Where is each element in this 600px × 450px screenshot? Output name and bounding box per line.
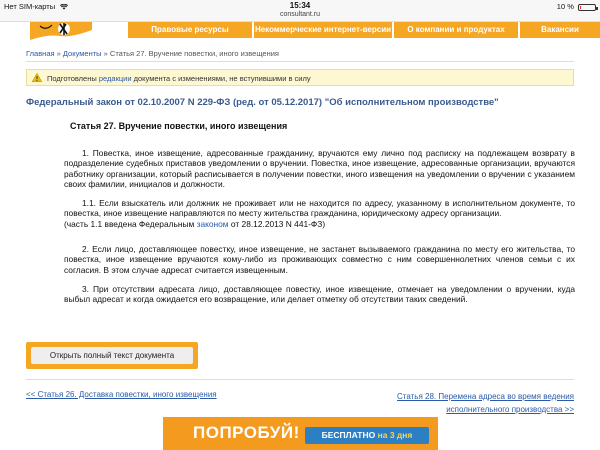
amendment-note-suffix: от 28.12.2013 N 441-ФЗ) bbox=[228, 218, 326, 229]
badge-free-text: БЕСПЛАТНО bbox=[321, 430, 376, 440]
next-link-line-1[interactable]: Статья 28. Перемена адреса во время ведения bbox=[397, 392, 574, 401]
notice-prefix: Подготовлены bbox=[47, 74, 99, 83]
amendment-note-prefix: (часть 1.1 введена Федеральным bbox=[64, 218, 197, 229]
warning-icon bbox=[32, 73, 42, 82]
notice-editions-link[interactable]: редакции bbox=[98, 74, 132, 83]
nav-vacancies[interactable]: Вакансии bbox=[520, 22, 600, 38]
divider bbox=[26, 379, 574, 380]
article-paragraph-1: 1. Повестка, иное извещение, адресованные гражданину, вручаются ему лично под расписку на подлежащем возврату в подразделение судебных приставов уведомлении о вручении. Повестка, иное извещение, адресованные организации, вручаются работнику организации, который расписывается в получении повестки, иного извещения на уведомлении о вручении с указанием своих фамилии, инициалов и должности. bbox=[64, 148, 575, 190]
article-paragraph-2: 2. Если лицо, доставляющее повестку, иное извещение, не застанет вызываемого гражданина по месту его жительства, то повестка, иное извещение вручаются кому-либо из проживающих совместно с ним совершеннолетних членов семьи с их согласия. В этом случае адресат считается извещенным. bbox=[64, 244, 575, 275]
notice-text bbox=[47, 71, 311, 86]
clock: 15:34 bbox=[289, 1, 311, 10]
article-title: Статья 27. Вручение повестки, иного извещения bbox=[70, 121, 288, 131]
previous-article-link[interactable]: << Статья 26. Доставка повестки, иного извещения bbox=[26, 390, 217, 399]
next-article-link[interactable] bbox=[354, 390, 574, 416]
open-full-text-frame bbox=[26, 342, 198, 369]
edition-notice bbox=[26, 69, 574, 86]
nav-noncommercial-versions[interactable]: Некоммерческие интернет-версии bbox=[254, 22, 392, 38]
nav-company-products[interactable]: О компании и продуктах bbox=[394, 22, 518, 38]
open-full-text-button[interactable]: Открыть полный текст документа bbox=[31, 347, 193, 364]
address-bar[interactable] bbox=[0, 11, 600, 22]
amendment-note bbox=[64, 219, 575, 229]
battery-icon bbox=[578, 4, 596, 11]
breadcrumb bbox=[26, 49, 279, 58]
site-logo[interactable] bbox=[30, 22, 92, 42]
breadcrumb-home[interactable]: Главная bbox=[26, 49, 55, 58]
breadcrumb-separator: » bbox=[101, 49, 110, 58]
badge-days-text: на 3 дня bbox=[375, 430, 413, 440]
battery-status bbox=[557, 2, 596, 11]
carrier-text: Нет SIM-карты bbox=[4, 2, 56, 11]
banner-headline: ПОПРОБУЙ! bbox=[193, 423, 300, 442]
url-text[interactable]: consultant.ru bbox=[279, 11, 321, 18]
next-link-line-2[interactable]: исполнительного производства >> bbox=[446, 405, 574, 414]
breadcrumb-separator: » bbox=[54, 49, 63, 58]
breadcrumb-documents[interactable]: Документы bbox=[62, 49, 102, 58]
battery-fill bbox=[580, 6, 581, 9]
nav-legal-resources[interactable]: Правовые ресурсы bbox=[128, 22, 252, 38]
law-title: Федеральный закон от 02.10.2007 N 229-ФЗ (ред. от 05.12.2017) "Об исполнительном производстве" bbox=[26, 97, 499, 108]
divider bbox=[26, 61, 574, 62]
banner-free-trial-badge[interactable] bbox=[305, 427, 429, 444]
paragraph-text: 1.1. Если взыскатель или должник не проживает или не находится по адресу, указанному в исполнительном документе, то повестка, иное извещение направляются по месту жительства гражданина, юридическому адресу организации. bbox=[64, 198, 575, 219]
promo-banner[interactable] bbox=[163, 417, 438, 450]
breadcrumb-current: Статья 27. Вручение повестки, иного извещения bbox=[109, 49, 279, 58]
main-nav bbox=[128, 22, 600, 38]
article-paragraph-3: 3. При отсутствии адресата лицо, доставляющее повестку, иное извещение, отмечает на уведомлении о вручении, куда выбыл адресат и когда ожидается его возвращение, или делает отметку об отсутствии таких сведений. bbox=[64, 284, 575, 305]
notice-suffix: документа с изменениями, не вступившими в силу bbox=[131, 74, 311, 83]
article-paragraph-1-1 bbox=[64, 198, 575, 229]
battery-percent: 10 % bbox=[556, 2, 574, 11]
amendment-law-link[interactable]: законом bbox=[196, 218, 229, 229]
